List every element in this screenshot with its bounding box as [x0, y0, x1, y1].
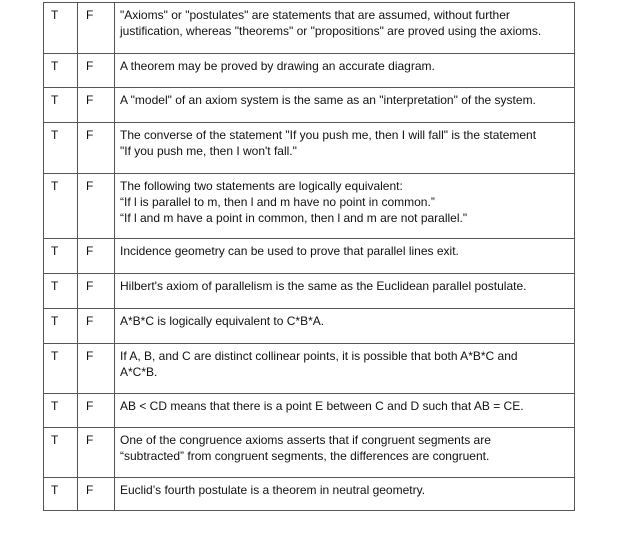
question-row: [44, 478, 575, 511]
false-option[interactable]: F: [78, 274, 115, 309]
false-option[interactable]: F: [78, 3, 115, 54]
false-option[interactable]: F: [78, 309, 115, 344]
true-option[interactable]: T: [44, 88, 78, 123]
statement: [115, 88, 575, 123]
question-row: [44, 394, 575, 428]
statement: [115, 239, 575, 274]
false-option[interactable]: F: [78, 239, 115, 274]
true-option[interactable]: T: [44, 239, 78, 274]
statement: [115, 344, 575, 394]
statement-line: The following two statements are logically equivalent:: [120, 179, 403, 193]
question-row: [44, 54, 575, 88]
statement-line: If A, B, and C are distinct collinear points, it is possible that both A*B*C and: [120, 349, 518, 363]
statement: [115, 478, 575, 511]
statement-line: “If l and m have a point in common, then l and m are not parallel.": [120, 211, 468, 225]
statement-line: Hilbert's axiom of parallelism is the same as the Euclidean parallel postulate.: [120, 279, 527, 293]
false-option[interactable]: F: [78, 428, 115, 478]
question-row: [44, 174, 575, 239]
statement: [115, 428, 575, 478]
statement: [115, 3, 575, 54]
statement-line: A*C*B.: [120, 365, 158, 379]
statement: [115, 54, 575, 88]
statement: [115, 274, 575, 309]
statement: [115, 309, 575, 344]
statement-line: AB < CD means that there is a point E between C and D such that AB = CE.: [120, 399, 524, 413]
statement-line: "If you push me, then I won't fall.": [120, 144, 297, 158]
statement-line: A*B*C is logically equivalent to C*B*A.: [120, 314, 325, 328]
statement-line: A theorem may be proved by drawing an accurate diagram.: [120, 59, 435, 73]
statement-line: Euclid’s fourth postulate is a theorem in neutral geometry.: [120, 483, 426, 497]
true-option[interactable]: T: [44, 394, 78, 428]
statement-line: A "model" of an axiom system is the same as an "interpretation" of the system.: [120, 93, 536, 107]
false-option[interactable]: F: [78, 344, 115, 394]
false-option[interactable]: F: [78, 88, 115, 123]
statement-line: justification, whereas "theorems" or "propositions" are proved using the axioms.: [120, 24, 542, 38]
false-option[interactable]: F: [78, 123, 115, 174]
true-option[interactable]: T: [44, 3, 78, 54]
true-option[interactable]: T: [44, 54, 78, 88]
false-option[interactable]: F: [78, 478, 115, 511]
statement: [115, 394, 575, 428]
false-option[interactable]: F: [78, 54, 115, 88]
question-row: [44, 3, 575, 54]
question-row: [44, 88, 575, 123]
question-row: [44, 428, 575, 478]
question-row: [44, 239, 575, 274]
question-row: [44, 123, 575, 174]
statement: [115, 174, 575, 239]
question-row: [44, 344, 575, 394]
statement-line: “If l is parallel to m, then l and m have no point in common.”: [120, 195, 435, 209]
statement-line: The converse of the statement "If you push me, then I will fall" is the statement: [120, 128, 537, 142]
false-option[interactable]: F: [78, 174, 115, 239]
true-option[interactable]: T: [44, 274, 78, 309]
statement-line: One of the congruence axioms asserts that if congruent segments are: [120, 433, 491, 447]
question-row: [44, 274, 575, 309]
true-option[interactable]: T: [44, 478, 78, 511]
statement-line: Incidence geometry can be used to prove that parallel lines exit.: [120, 244, 459, 258]
true-option[interactable]: T: [44, 174, 78, 239]
question-row: [44, 309, 575, 344]
statement: [115, 123, 575, 174]
true-option[interactable]: T: [44, 344, 78, 394]
true-option[interactable]: T: [44, 309, 78, 344]
true-false-table: [43, 2, 575, 511]
true-option[interactable]: T: [44, 123, 78, 174]
statement-line: "Axioms" or "postulates" are statements that are assumed, without further: [120, 8, 510, 22]
false-option[interactable]: F: [78, 394, 115, 428]
true-option[interactable]: T: [44, 428, 78, 478]
statement-line: “subtracted” from congruent segments, the differences are congruent.: [120, 449, 490, 463]
